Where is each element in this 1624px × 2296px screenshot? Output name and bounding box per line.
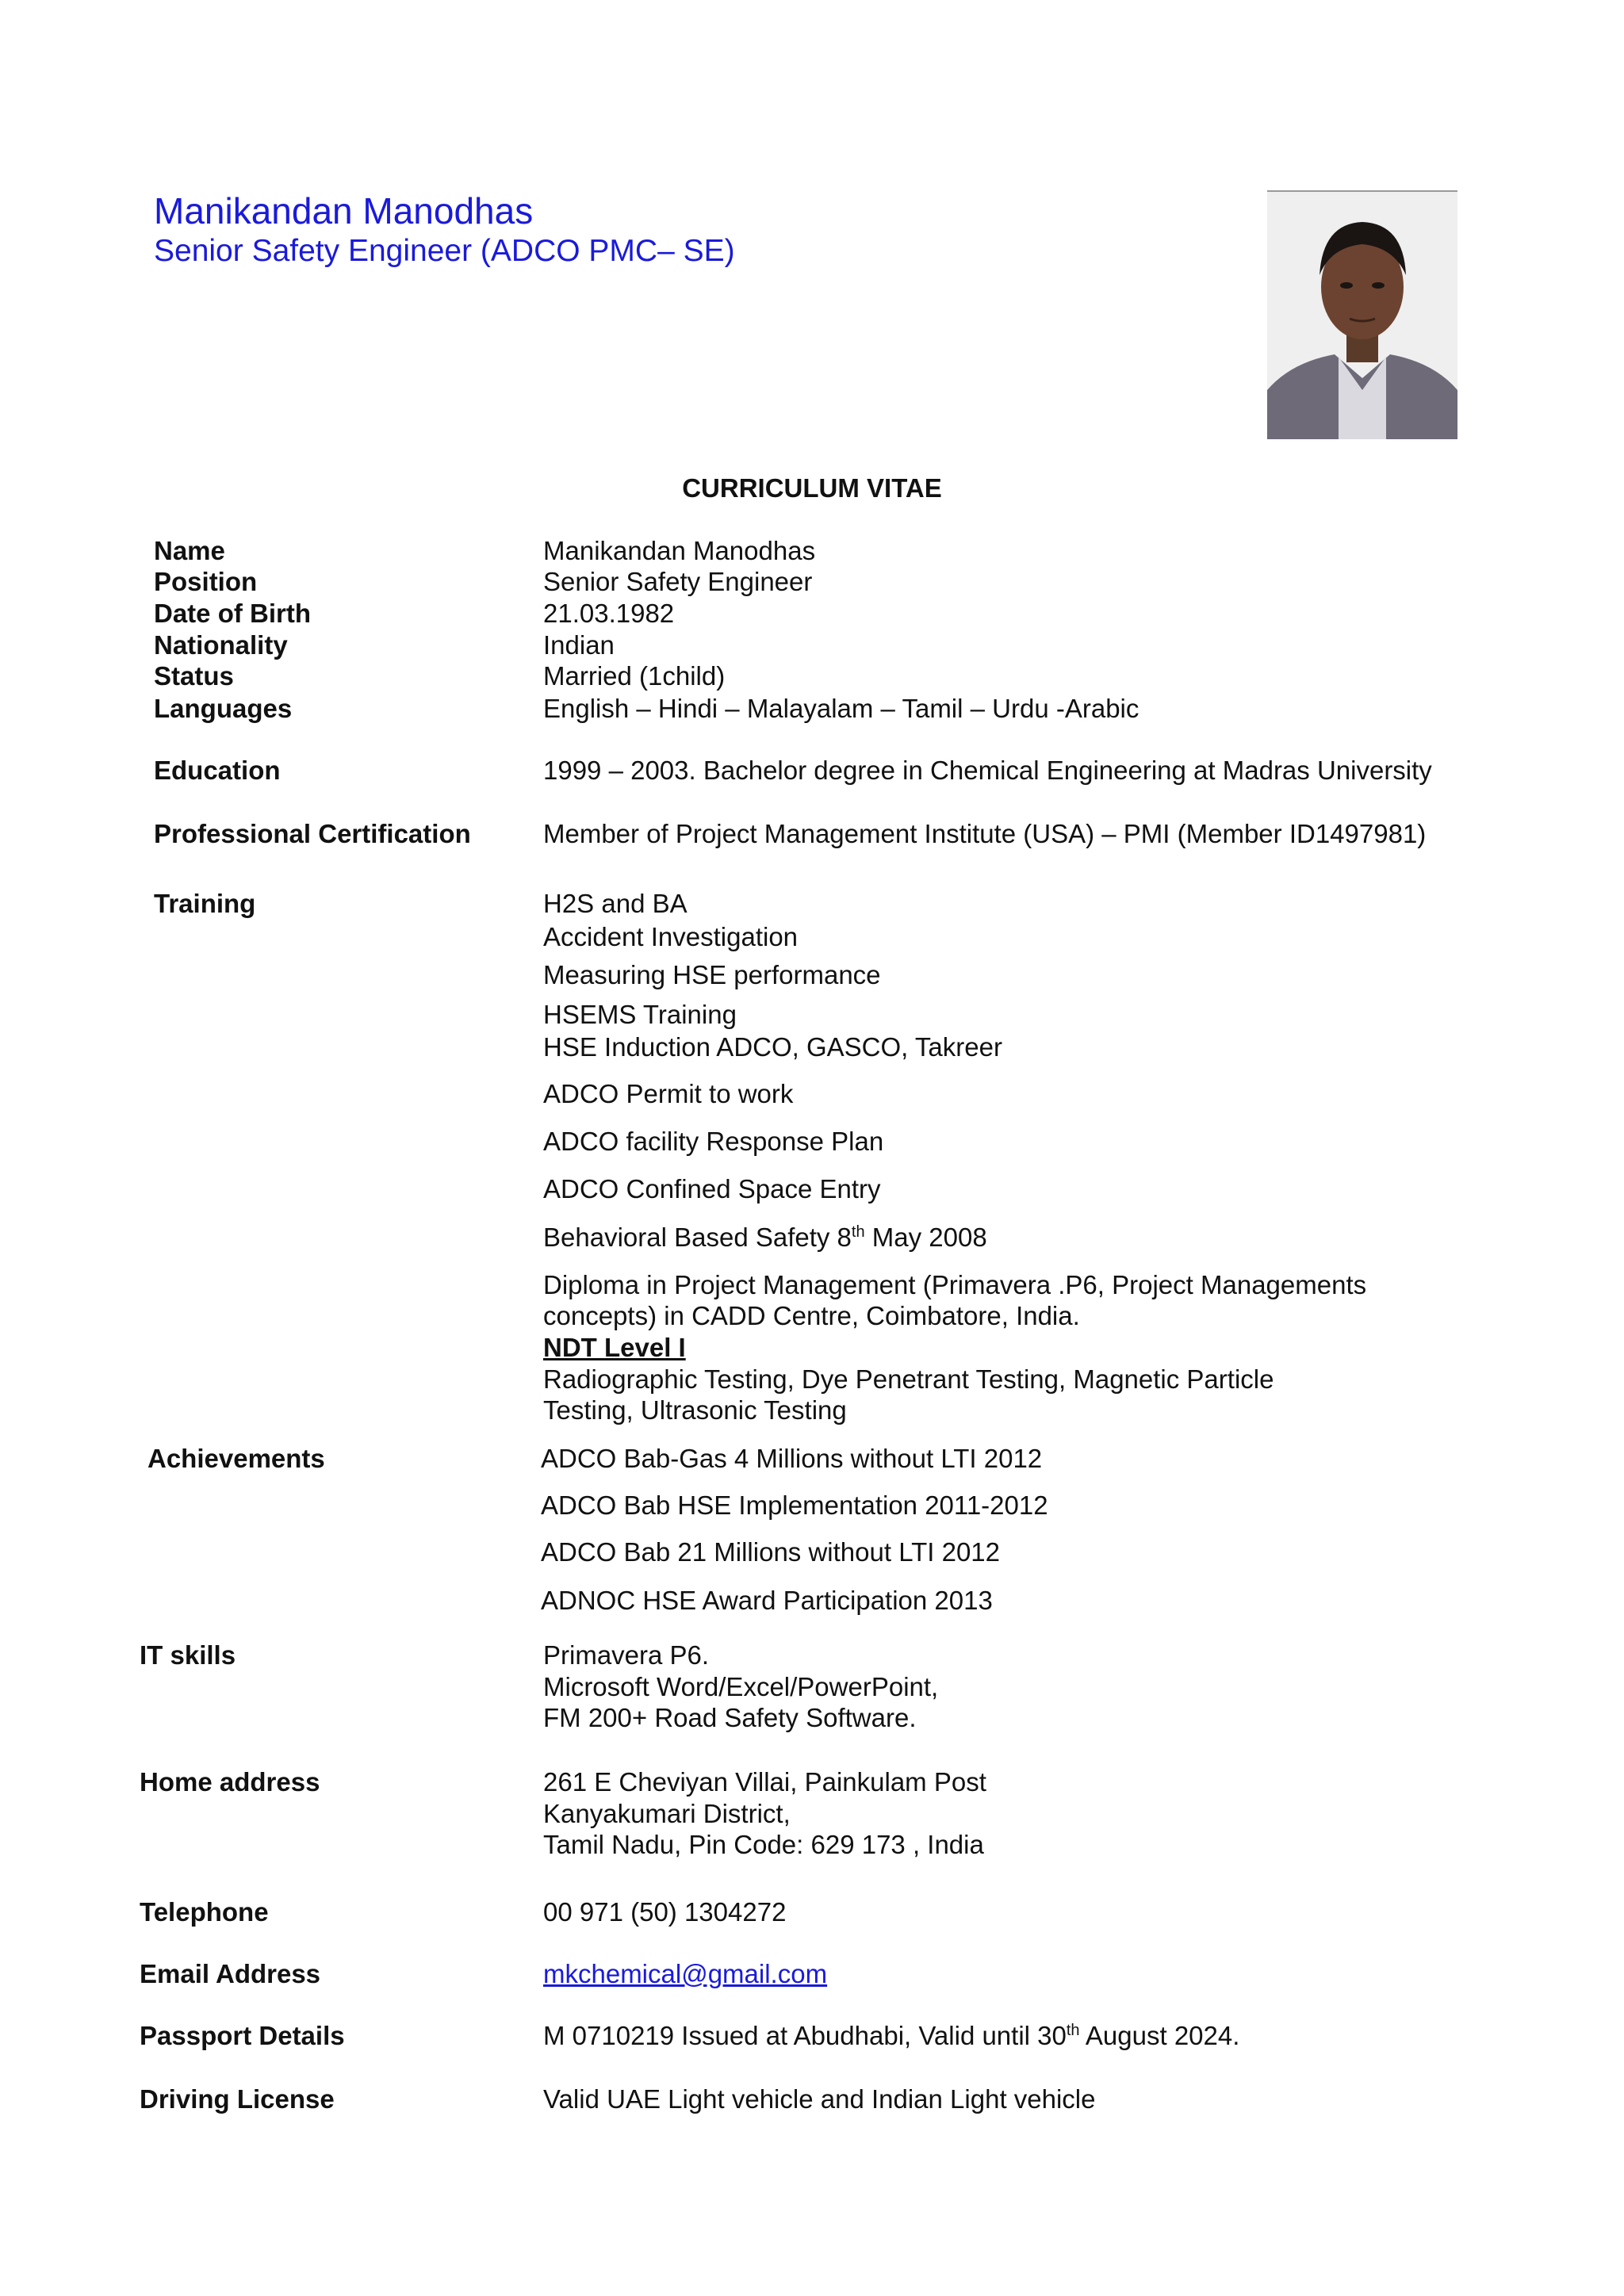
passport-superscript: th bbox=[1066, 2022, 1080, 2039]
name-value: Manikandan Manodhas bbox=[543, 536, 816, 565]
address-line: 261 E Cheviyan Villai, Painkulam Post bbox=[543, 1767, 986, 1797]
driving-license-value: Valid UAE Light vehicle and Indian Light vehicle bbox=[543, 2084, 1096, 2114]
telephone-label: Telephone bbox=[140, 1897, 269, 1927]
training-item: H2S and BA bbox=[543, 889, 688, 918]
email-link[interactable]: mkchemical@gmail.com bbox=[543, 1959, 828, 1988]
person-photo-icon bbox=[1267, 190, 1457, 439]
header-job-title: Senior Safety Engineer (ADCO PMC– SE) bbox=[154, 234, 735, 268]
training-item: Accident Investigation bbox=[543, 922, 799, 951]
training-item: HSE Induction ADCO, GASCO, Takreer bbox=[543, 1032, 1002, 1062]
achievements-label: Achievements bbox=[147, 1444, 325, 1473]
achievement-item: ADCO Bab-Gas 4 Millions without LTI 2012 bbox=[541, 1444, 1043, 1473]
document-heading: CURRICULUM VITAE bbox=[682, 473, 942, 503]
languages-value: English – Hindi – Malayalam – Tamil – Urdu -Arabic bbox=[543, 694, 1139, 723]
bbs-date: May 2008 bbox=[864, 1223, 987, 1252]
it-skill-item: Microsoft Word/Excel/PowerPoint, bbox=[543, 1672, 939, 1701]
address-label: Home address bbox=[140, 1767, 320, 1797]
achievement-item: ADCO Bab HSE Implementation 2011-2012 bbox=[541, 1490, 1048, 1520]
ndt-line: Radiographic Testing, Dye Penetrant Testing, Magnetic Particle bbox=[543, 1364, 1274, 1394]
training-diploma-line: concepts) in CADD Centre, Coimbatore, India. bbox=[543, 1301, 1080, 1330]
passport-label: Passport Details bbox=[140, 2021, 345, 2050]
nationality-label: Nationality bbox=[154, 630, 288, 660]
it-skill-item: FM 200+ Road Safety Software. bbox=[543, 1703, 917, 1732]
it-skill-item: Primavera P6. bbox=[543, 1640, 710, 1670]
education-label: Education bbox=[154, 756, 281, 785]
training-diploma-line: Diploma in Project Management (Primavera .P6, Project Managements bbox=[543, 1270, 1367, 1299]
training-item: HSEMS Training bbox=[543, 1000, 737, 1029]
bbs-superscript: th bbox=[851, 1223, 865, 1241]
nationality-value: Indian bbox=[543, 630, 615, 660]
email-label: Email Address bbox=[140, 1959, 321, 1988]
address-line: Kanyakumari District, bbox=[543, 1799, 791, 1828]
training-item: ADCO facility Response Plan bbox=[543, 1127, 884, 1156]
training-item: ADCO Permit to work bbox=[543, 1079, 794, 1108]
achievement-item: ADCO Bab 21 Millions without LTI 2012 bbox=[541, 1537, 1000, 1567]
status-value: Married (1child) bbox=[543, 661, 726, 691]
dob-value: 21.03.1982 bbox=[543, 599, 675, 628]
certification-label: Professional Certification bbox=[154, 819, 471, 848]
ndt-heading: NDT Level I bbox=[543, 1333, 686, 1362]
training-label: Training bbox=[154, 889, 256, 918]
dob-label: Date of Birth bbox=[154, 599, 311, 628]
training-item: ADCO Confined Space Entry bbox=[543, 1174, 881, 1203]
position-label: Position bbox=[154, 567, 258, 596]
address-line: Tamil Nadu, Pin Code: 629 173 , India bbox=[543, 1830, 984, 1859]
position-value: Senior Safety Engineer bbox=[543, 567, 813, 596]
header-name: Manikandan Manodhas bbox=[154, 190, 534, 232]
passport-value bbox=[543, 2020, 1239, 2052]
languages-label: Languages bbox=[154, 694, 293, 723]
certification-value: Member of Project Management Institute (USA) – PMI (Member ID1497981) bbox=[543, 819, 1427, 848]
training-item-bbs bbox=[543, 1222, 987, 1253]
training-item: Measuring HSE performance bbox=[543, 960, 881, 989]
name-label: Name bbox=[154, 536, 225, 565]
achievement-item: ADNOC HSE Award Participation 2013 bbox=[541, 1586, 993, 1615]
passport-date: August 2024. bbox=[1079, 2021, 1240, 2050]
education-value: 1999 – 2003. Bachelor degree in Chemical Engineering at Madras University bbox=[543, 756, 1432, 785]
driving-license-label: Driving License bbox=[140, 2084, 335, 2114]
telephone-value: 00 971 (50) 1304272 bbox=[543, 1897, 787, 1927]
passport-text: M 0710219 Issued at Abudhabi, Valid until 30 bbox=[543, 2021, 1067, 2050]
it-skills-label: IT skills bbox=[140, 1640, 236, 1670]
bbs-text: Behavioral Based Safety 8 bbox=[543, 1223, 852, 1252]
status-label: Status bbox=[154, 661, 234, 691]
ndt-line: Testing, Ultrasonic Testing bbox=[543, 1395, 847, 1425]
